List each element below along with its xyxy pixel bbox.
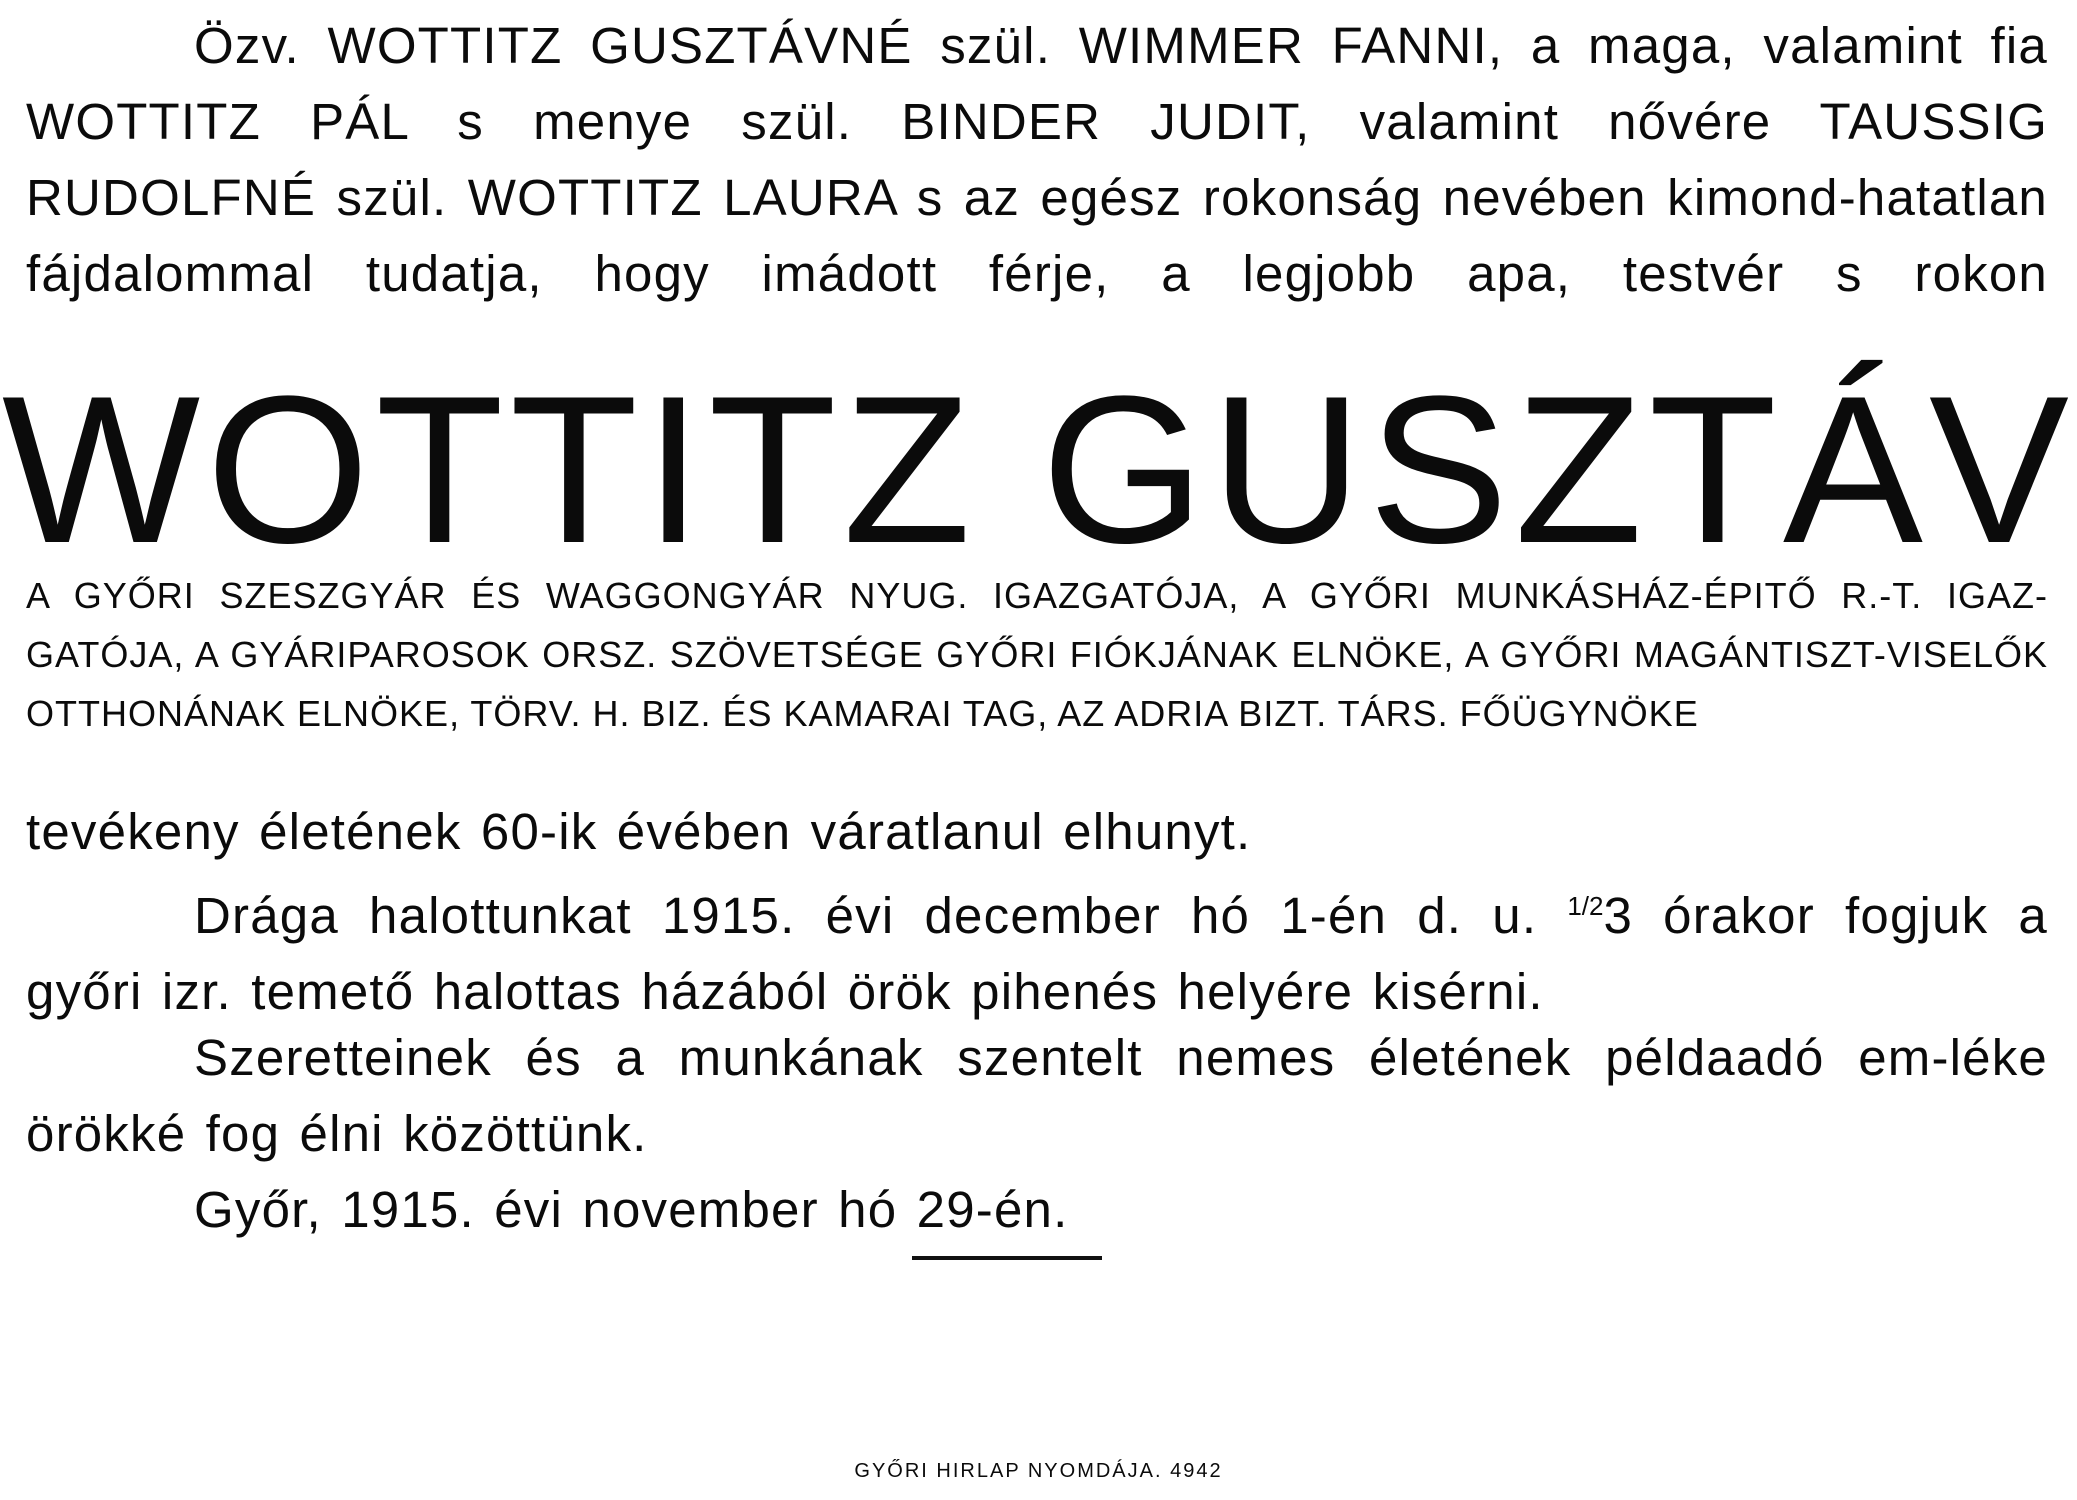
printer-imprint: GYŐRI HIRLAP NYOMDÁJA. 4942	[854, 1460, 1223, 1482]
deceased-name: WOTTITZ GUSZTÁV	[1, 352, 2076, 587]
funeral-text-before: Drága halottunkat 1915. évi december hó 1-én d. u.	[194, 887, 1538, 944]
funeral-text-after: 3 órakor fogjuk a győri izr. temető halottas házából örök pihenés helyére kisérni.	[26, 887, 2048, 1020]
titles-paragraph: A GYŐRI SZESZGYÁR ÉS WAGGONGYÁR NYUG. IGAZGATÓJA, A GYŐRI MUNKÁSHÁZ-ÉPITŐ R.-T. IGAZ-GATÓJA, A GYÁRIPAROSOK ORSZ. SZÖVETSÉGE GYŐRI FIÓKJÁNAK ELNÖKE, A GYŐRI MAGÁNTISZT-VISELŐK OTTHONÁNAK ELNÖKE, TÖRV. H. BIZ. ÉS KAMARAI TAG, AZ ADRIA BIZT. TÁRS. FŐÜGYNÖKE	[26, 575, 2048, 734]
closing-rule	[912, 1256, 1102, 1260]
death-line: tevékeny életének 60-ik évében váratlanul elhunyt.	[26, 803, 1252, 860]
funeral-time-fraction: 1/2	[1567, 891, 1604, 921]
dateline: Győr, 1915. évi november hó 29-én.	[194, 1181, 1069, 1238]
memory-paragraph: Szeretteinek és a munkának szentelt nemes életének példaadó em-léke örökké fog élni közöttünk.	[26, 1029, 2048, 1162]
funeral-paragraph	[26, 868, 2048, 1030]
intro-paragraph: Özv. WOTTITZ GUSZTÁVNÉ szül. WIMMER FANNI, a maga, valamint fia WOTTITZ PÁL s menye szül. BINDER JUDIT, valamint nővére TAUSSIG RUDOLFNÉ szül. WOTTITZ LAURA s az egész rokonság nevében kimond-hatatlan fájdalommal tudatja, hogy imádott férje, a legjobb apa, testvér s rokon	[26, 17, 2048, 302]
